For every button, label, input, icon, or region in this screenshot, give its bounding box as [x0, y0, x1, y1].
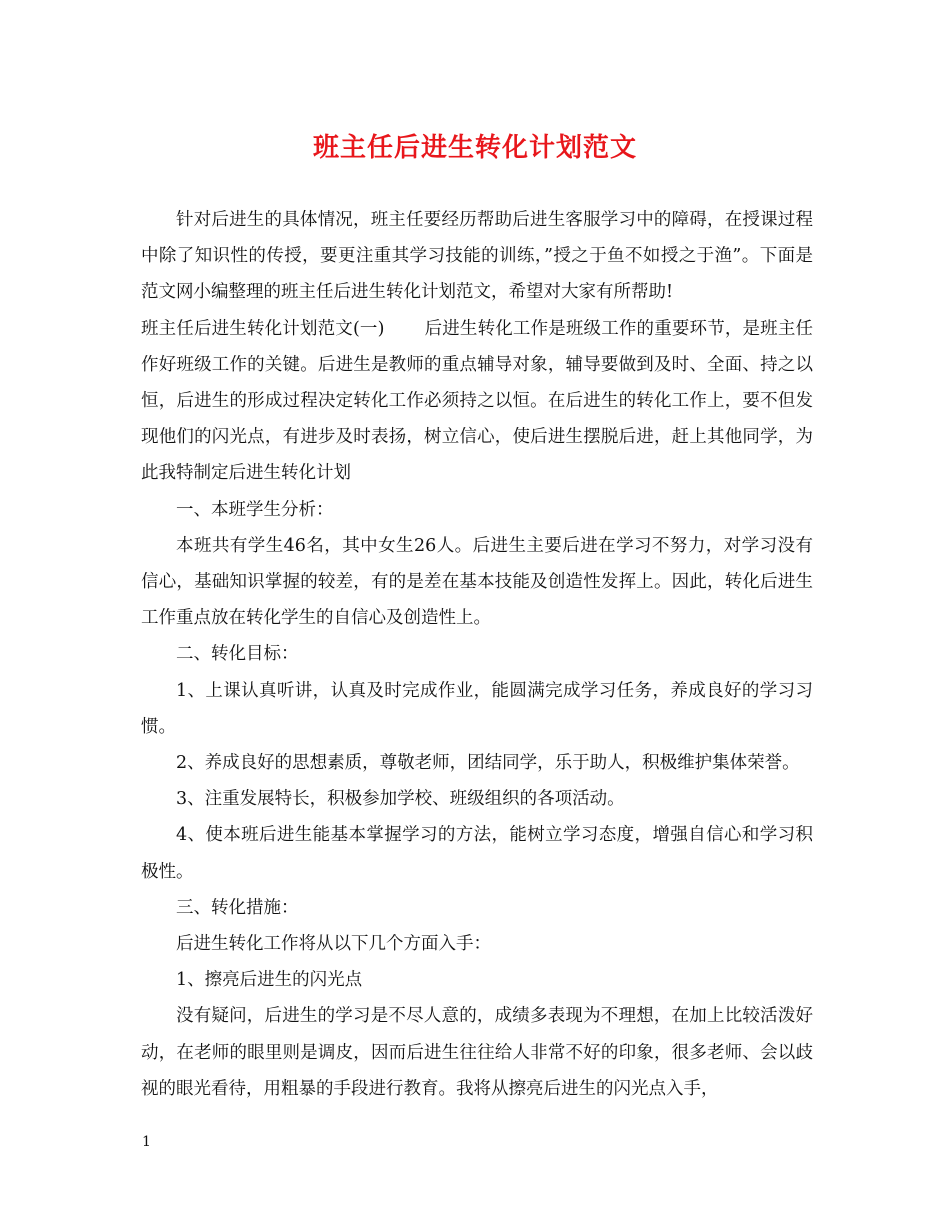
- document-title: 班主任后进生转化计划范文: [312, 133, 637, 163]
- section3-heading: 三、转化措施：: [176, 897, 299, 918]
- measure1-heading: 1、擦亮后进生的闪光点: [176, 970, 363, 991]
- goal-item-4: 4、使本班后进生能基本掌握学习的方法，能树立学习态度，增强自信心和学习积极性。: [141, 825, 813, 882]
- section1-heading: 一、本班学生分析：: [176, 499, 334, 520]
- goal-item-3: 3、注重发展特长，积极参加学校、班级组织的各项活动。: [176, 789, 625, 810]
- intro-paragraph: 针对后进生的具体情况，班主任要经历帮助后进生客服学习中的障碍，在授课过程中除了知识性的传授，要更注重其学习技能的训练，”授之于鱼不如授之于渔”。下面是范文网小编整理的班主任后进生转化计划范文，希望对大家有所帮助!: [141, 210, 813, 303]
- goal-item-2: 2、养成良好的思想素质，尊敬老师，团结同学，乐于助人，积极维护集体荣誉。: [176, 753, 800, 774]
- section2-heading: 二、转化目标：: [176, 644, 299, 665]
- section1-paragraph: 本班共有学生46名，其中女生26人。后进生主要后进在学习不努力，对学习没有信心，基础知识掌握的较差，有的是差在基本技能及创造性发挥上。因此，转化后进生工作重点放在转化学生的自信心及创造性上。: [141, 535, 813, 629]
- subtitle-text: 后进生转化工作是班级工作的重要环节，是班主任作好班级工作的关键。后进生是教师的重点辅导对象，辅导要做到及时、全面、持之以恒，后进生的形成过程决定转化工作必须持之以恒。在后进生的转化工作上，要不但发现他们的闪光点，有进步及时表扬，树立信心，使后进生摆脱后进，赶上其他同学，为此我特制定后进生转化计划: [141, 318, 814, 484]
- subtitle-paragraph: [141, 311, 813, 492]
- measure1-paragraph: 没有疑问，后进生的学习是不尽人意的，成绩多表现为不理想，在加上比较活泼好动，在老师的眼里则是调皮，因而后进生往往给人非常不好的印象，很多老师、会以歧视的眼光看待，用粗暴的手段进行教育。我将从擦亮后进生的闪光点入手，: [141, 1006, 813, 1099]
- goal-item-1: 1、上课认真听讲，认真及时完成作业，能圆满完成学习任务，养成良好的学习习惯。: [141, 680, 813, 737]
- subtitle-label: 班主任后进生转化计划范文(一): [141, 318, 385, 339]
- section3-intro: 后进生转化工作将从以下几个方面入手：: [176, 934, 491, 955]
- page-number: 1: [142, 1134, 151, 1150]
- document-body: [141, 202, 813, 1107]
